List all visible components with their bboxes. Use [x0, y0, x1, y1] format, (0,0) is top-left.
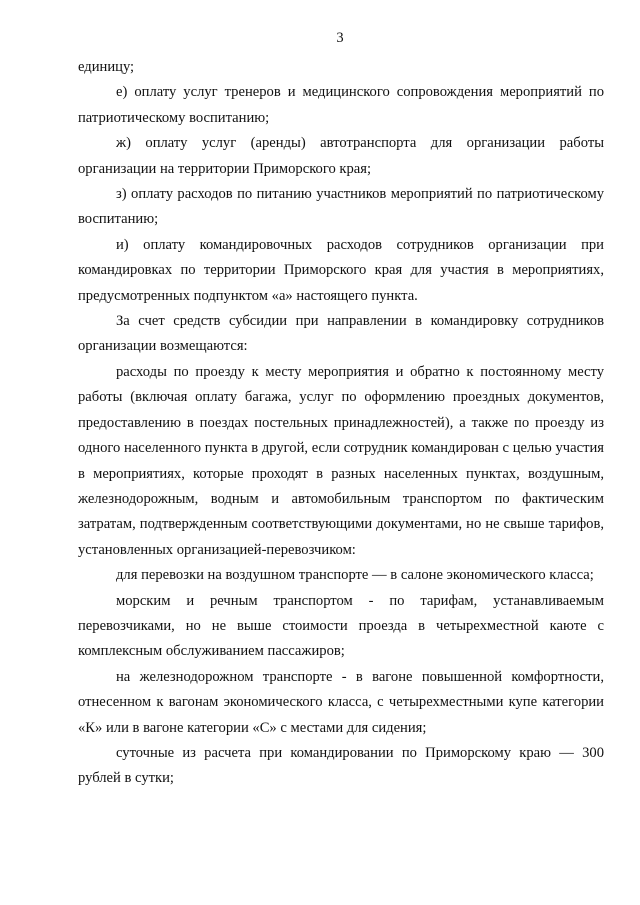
paragraph-travel-expenses: расходы по проезду к месту мероприятия и обратно к постоянному месту работы (включая оплату багажа, услуг по оформлению проездных документов, предоставлению в поездах постельных принадлежностей), а также по проезду из одного населенного пункта в другой, если сотрудник командирован с целью участия в мероприятиях, которые проходят в разных населенных пунктах, воздушным, железнодорожным, водным и автомобильным транспортом по фактическим затратам, подтвержденным соответствующими документами, но не свыше тарифов, установленных организацией-перевозчиком:	[78, 363, 604, 558]
paragraph-item-z: з) оплату расходов по питанию участников мероприятий по патриотическому воспитанию;	[78, 186, 604, 228]
paragraph-sea-river-transport: морским и речным транспортом - по тарифам, устанавливаемым перевозчиками, но не выше стоимости проезда в четырехместной каюте с комплексным обслуживанием пассажиров;	[78, 592, 604, 660]
paragraph-per-diem: суточные из расчета при командировании по Приморскому краю — 300 рублей в сутки;	[78, 744, 604, 787]
paragraph-item-zh: ж) оплату услуг (аренды) автотранспорта для организации работы организации на территории Приморского края;	[78, 135, 604, 177]
paragraph-reimbursement-intro: За счет средств субсидии при направлении в командировку сотрудников организации возмещаются:	[78, 313, 604, 355]
paragraph-continuation: единицу;	[78, 59, 135, 75]
paragraph-rail-transport: на железнодорожном транспорте - в вагоне повышенной комфортности, отнесенном к вагонам экономического класса, с четырехместными купе категории «К» или в вагоне категории «С» с местами для сидения;	[78, 668, 604, 736]
paragraph-item-i: и) оплату командировочных расходов сотрудников организации при командировках по территории Приморского края для участия в мероприятиях, предусмотренных подпунктом «а» настоящего пункта.	[78, 236, 604, 304]
document-body	[78, 55, 604, 792]
paragraph-item-e: е) оплату услуг тренеров и медицинского сопровождения мероприятий по патриотическому воспитанию;	[78, 84, 604, 126]
paragraph-air-transport: для перевозки на воздушном транспорте — в салоне экономического класса;	[116, 567, 594, 584]
page-number: 3	[336, 30, 344, 46]
